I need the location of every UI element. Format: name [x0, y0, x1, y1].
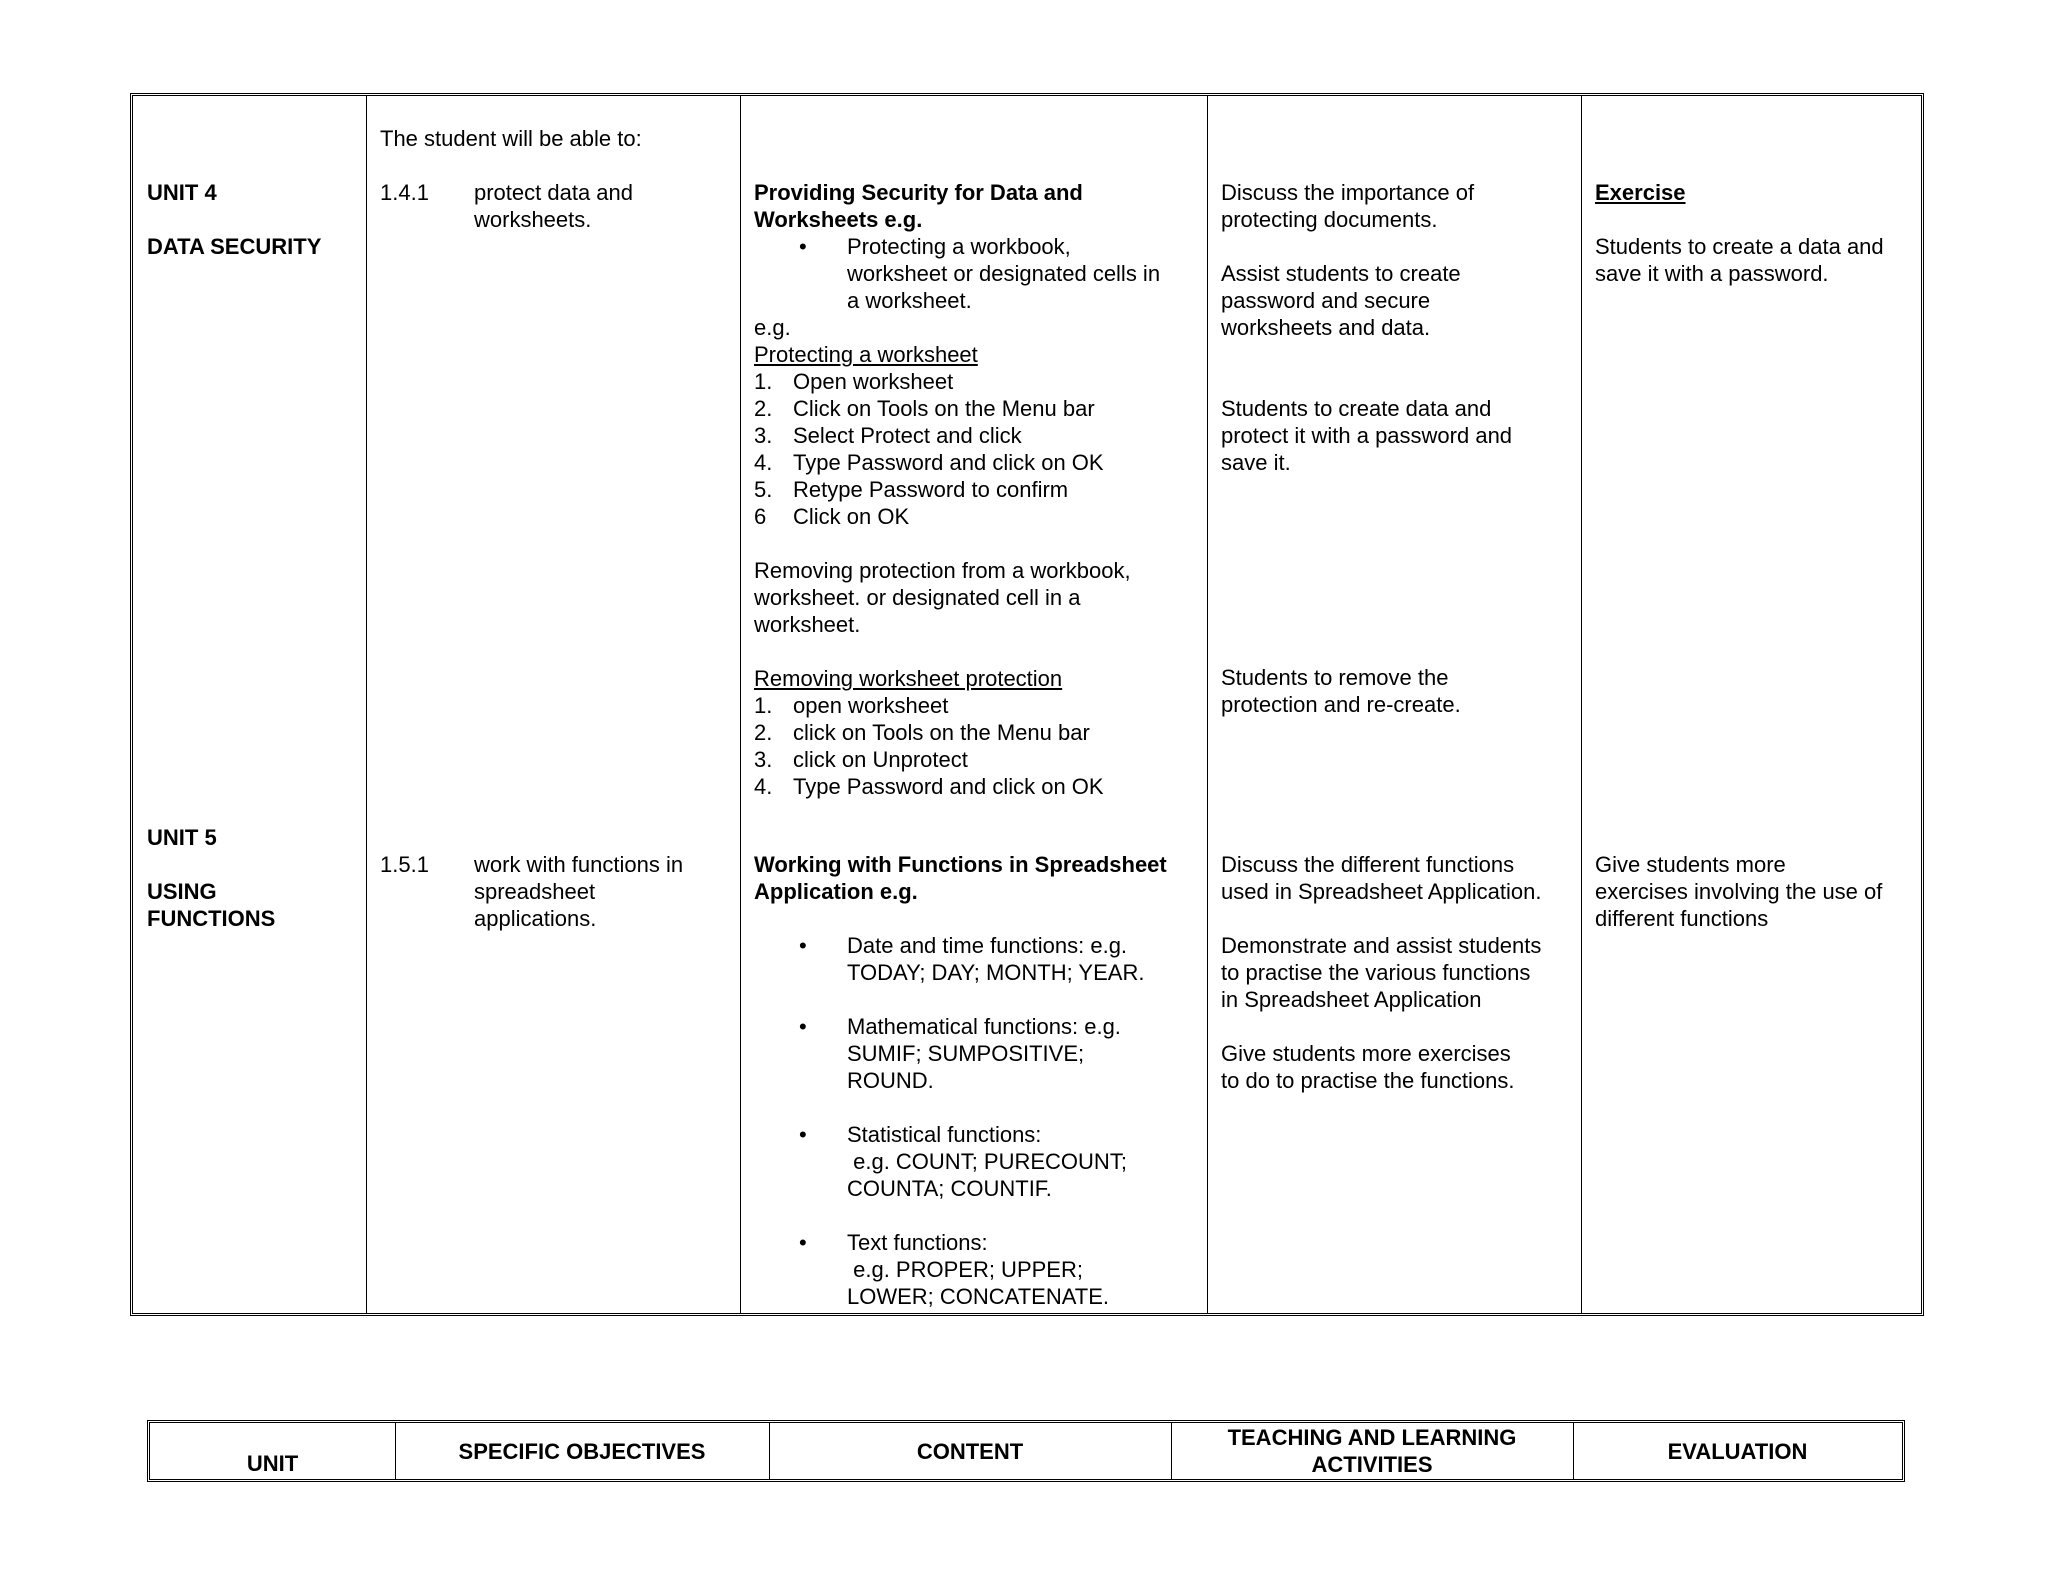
unit-5-name-line: FUNCTIONS — [147, 906, 276, 931]
evaluation-text-line: exercises involving the use of — [1595, 879, 1883, 904]
step-number: 4. — [754, 450, 773, 475]
bullet-icon: • — [799, 1122, 807, 1147]
objective-number: 1.5.1 — [380, 852, 429, 877]
exercise-heading: Exercise — [1595, 180, 1686, 205]
content-text-line: worksheet. or designated cell in a — [754, 585, 1081, 610]
objective-text-line: work with functions in — [474, 852, 684, 877]
content-section-title: Worksheets e.g. — [754, 207, 923, 232]
syllabus-table — [130, 93, 1924, 1316]
step-text: Retype Password to confirm — [793, 477, 1069, 502]
list-item-text: ROUND. — [847, 1068, 934, 1093]
list-item — [754, 719, 1204, 746]
list-item — [754, 1121, 1204, 1202]
activities-functions-cell — [1221, 851, 1541, 1094]
unit-5-cell — [147, 824, 275, 932]
column-divider — [366, 96, 367, 1313]
step-number: 2. — [754, 720, 773, 745]
activity-text-line: Discuss the importance of — [1221, 180, 1475, 205]
activity-text-line: worksheets and data. — [1221, 315, 1431, 340]
objective-text-line: applications. — [474, 906, 597, 931]
list-item — [754, 233, 1204, 314]
list-item-text: Date and time functions: e.g. — [847, 933, 1128, 958]
header-specific-objectives: SPECIFIC OBJECTIVES — [458, 1438, 706, 1464]
objective-text-line: protect data and — [474, 180, 634, 205]
step-text: Click on Tools on the Menu bar — [793, 396, 1095, 421]
content-section-title: Providing Security for Data and — [754, 180, 1083, 205]
bullet-icon: • — [799, 1230, 807, 1255]
activity-text-line: Demonstrate and assist students — [1221, 933, 1542, 958]
activity-text-line: password and secure — [1221, 288, 1431, 313]
objective-text-line: spreadsheet — [474, 879, 596, 904]
header-content: CONTENT — [916, 1438, 1024, 1464]
objectives-intro: The student will be able to: — [380, 126, 642, 151]
functions-list — [754, 932, 1204, 1310]
list-item-text: Mathematical functions: e.g. — [847, 1014, 1121, 1039]
activity-text-line: Students to remove the — [1221, 665, 1449, 690]
step-text: open worksheet — [793, 693, 949, 718]
activities-cell — [1221, 179, 1512, 476]
list-item-text: Protecting a workbook, — [847, 234, 1071, 259]
list-item — [754, 503, 1204, 530]
header-teaching-activities — [1171, 1423, 1573, 1479]
bullet-icon: • — [799, 933, 807, 958]
step-text: Open worksheet — [793, 369, 954, 394]
evaluation-text-line: save it with a password. — [1595, 261, 1829, 286]
bullet-list — [754, 233, 1204, 314]
list-item — [754, 449, 1204, 476]
activity-text-line: Students to create data and — [1221, 396, 1492, 421]
list-item-text: COUNTA; COUNTIF. — [847, 1176, 1052, 1201]
evaluation-text-line: Give students more — [1595, 852, 1786, 877]
evaluation-text-line: different functions — [1595, 906, 1769, 931]
step-number: 4. — [754, 774, 773, 799]
step-number: 6 — [754, 504, 767, 529]
activity-text-line: in Spreadsheet Application — [1221, 987, 1482, 1012]
activity-text-line: protect it with a password and — [1221, 423, 1513, 448]
list-item-text: e.g. COUNT; PURECOUNT; — [847, 1149, 1127, 1174]
step-text: Type Password and click on OK — [793, 450, 1104, 475]
header-table — [147, 1420, 1905, 1482]
activity-text-line: Discuss the different functions — [1221, 852, 1515, 877]
step-text: Type Password and click on OK — [793, 774, 1104, 799]
content-section-title: Working with Functions in Spreadsheet — [754, 852, 1167, 877]
activity-text-line: save it. — [1221, 450, 1291, 475]
content-functions-cell — [754, 851, 1204, 1310]
step-number: 5. — [754, 477, 773, 502]
list-item-text: SUMIF; SUMPOSITIVE; — [847, 1041, 1085, 1066]
remove-heading: Removing worksheet protection — [754, 666, 1063, 691]
activity-text-line: Assist students to create — [1221, 261, 1461, 286]
unit-4-name: DATA SECURITY — [147, 234, 322, 259]
list-item-text: e.g. PROPER; UPPER; — [847, 1257, 1083, 1282]
list-spacer — [754, 986, 1204, 1013]
step-number: 3. — [754, 747, 773, 772]
activity-text-line: protecting documents. — [1221, 207, 1438, 232]
unit-5-title: UNIT 5 — [147, 825, 217, 850]
example-label: e.g. — [754, 315, 791, 340]
list-item-text: Text functions: — [847, 1230, 988, 1255]
activity-text-line: Give students more exercises — [1221, 1041, 1511, 1066]
content-text-line: Removing protection from a workbook, — [754, 558, 1131, 583]
list-spacer — [754, 1094, 1204, 1121]
step-number: 1. — [754, 693, 773, 718]
objective-text-line: worksheets. — [474, 207, 592, 232]
bullet-icon: • — [799, 234, 807, 259]
protect-steps-list — [754, 368, 1204, 530]
list-item — [754, 746, 1204, 773]
content-text-line: worksheet. — [754, 612, 861, 637]
step-number: 1. — [754, 369, 773, 394]
remove-steps-list — [754, 692, 1204, 800]
list-item — [754, 773, 1204, 800]
objective-text — [474, 851, 683, 932]
bullet-icon: • — [799, 1014, 807, 1039]
activity-text-line: protection and re-create. — [1221, 692, 1461, 717]
step-text: Select Protect and click — [793, 423, 1022, 448]
unit-4-cell — [147, 179, 321, 260]
step-number: 2. — [754, 396, 773, 421]
header-evaluation: EVALUATION — [1667, 1438, 1808, 1464]
list-item-text: TODAY; DAY; MONTH; YEAR. — [847, 960, 1145, 985]
step-number: 3. — [754, 423, 773, 448]
list-item-text: a worksheet. — [847, 288, 972, 313]
step-text: click on Unprotect — [793, 747, 968, 772]
evaluation-functions-cell — [1595, 851, 1882, 932]
objective-text — [474, 179, 633, 233]
list-spacer — [754, 1202, 1204, 1229]
content-section-title: Application e.g. — [754, 879, 918, 904]
list-item — [754, 692, 1204, 719]
step-text: Click on OK — [793, 504, 910, 529]
list-item — [754, 932, 1204, 986]
activity-text-line: to do to practise the functions. — [1221, 1068, 1515, 1093]
column-divider — [1207, 96, 1208, 1313]
evaluation-text-line: Students to create a data and — [1595, 234, 1884, 259]
header-unit: UNIT — [246, 1451, 299, 1476]
list-item — [754, 422, 1204, 449]
list-item — [754, 476, 1204, 503]
list-item-text: LOWER; CONCATENATE. — [847, 1284, 1109, 1309]
content-security-cell — [754, 179, 1204, 800]
activities-remove-cell — [1221, 664, 1461, 718]
list-item-text: worksheet or designated cells in — [847, 261, 1161, 286]
step-text: click on Tools on the Menu bar — [793, 720, 1090, 745]
objectives-intro-cell — [380, 125, 642, 152]
protect-heading: Protecting a worksheet — [754, 342, 978, 367]
header-teaching-line: ACTIVITIES — [1311, 1452, 1433, 1477]
unit-5-name-line: USING — [147, 879, 217, 904]
unit-4-title: UNIT 4 — [147, 180, 217, 205]
header-teaching-line: TEACHING AND LEARNING — [1227, 1425, 1517, 1450]
list-item — [754, 395, 1204, 422]
list-item — [754, 1229, 1204, 1310]
column-divider — [740, 96, 741, 1313]
column-divider — [1581, 96, 1582, 1313]
list-item — [754, 368, 1204, 395]
objective-number: 1.4.1 — [380, 180, 429, 205]
list-item-text: Statistical functions: — [847, 1122, 1042, 1147]
activity-text-line: used in Spreadsheet Application. — [1221, 879, 1542, 904]
evaluation-cell — [1595, 179, 1884, 287]
list-item — [754, 1013, 1204, 1094]
activity-text-line: to practise the various functions — [1221, 960, 1531, 985]
